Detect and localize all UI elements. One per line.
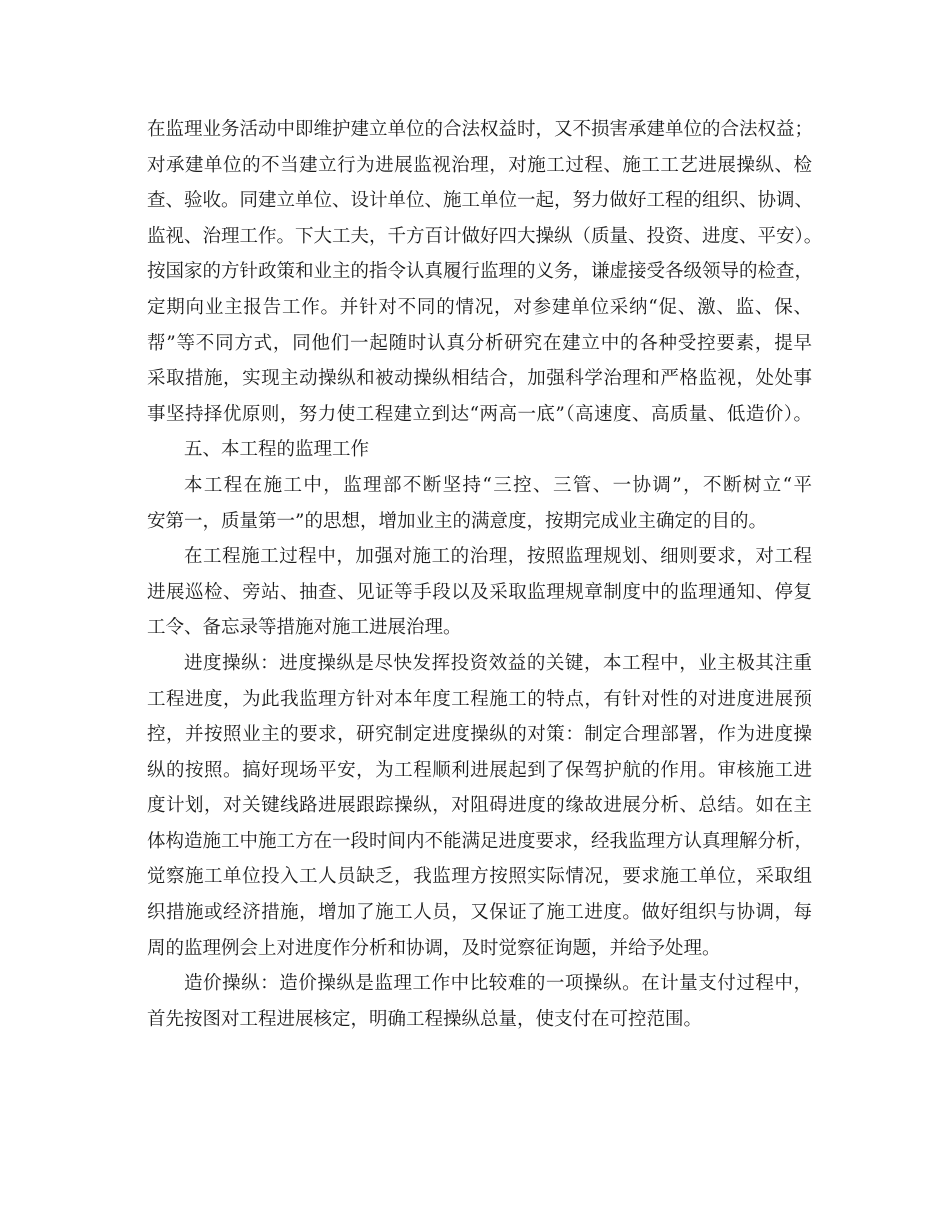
text-line: 控，并按照业主的要求，研究制定进度操纵的对策：制定合理部署，作为进度操 (147, 724, 812, 746)
text-line: 进度操纵：进度操纵是尽快发挥投资效益的关键，本工程中，业主极其注重 (184, 652, 812, 674)
text-line: 织措施或经济措施，增加了施工人员，又保证了施工进度。做好组织与协调，每 (147, 902, 812, 924)
text-line: 度计划，对关键线路进展跟踪操纵，对阻碍进度的缘故进展分析、总结。如在主 (147, 795, 812, 817)
text-line: 安第一，质量第一”的思想，增加业主的满意度，按期完成业主确定的目的。 (147, 510, 767, 532)
text-line: 监视、治理工作。下大工夫，千方百计做好四大操纵（质量、投资、进度、平安）。 (147, 225, 823, 247)
text-line: 本工程在施工中，监理部不断坚持“三控、三管、一协调”，不断树立“平 (184, 474, 812, 496)
body-text (147, 112, 823, 1037)
text-line: 事坚持择优原则，努力使工程建立到达“两高一底”（高速度、高质量、低造价）。 (147, 403, 812, 425)
text-line: 定期向业主报告工作。并针对不同的情况，对参建单位采纳“促、激、监、保、 (147, 296, 812, 318)
text-line: 工令、备忘录等措施对施工进展治理。 (147, 617, 462, 639)
text-line: 在监理业务活动中即维护建立单位的合法权益时，又不损害承建单位的合法权益； (147, 119, 814, 140)
text-line: 觉察施工单位投入工人员缺乏，我监理方按照实际情况，要求施工单位，采取组 (147, 866, 812, 888)
text-line: 在工程施工过程中，加强对施工的治理，按照监理规划、细则要求，对工程 (184, 546, 812, 568)
text-line: 采取措施，实现主动操纵和被动操纵相结合，加强科学治理和严格监视，处处事 (147, 368, 812, 390)
text-line: 首先按图对工程进展核定，明确工程操纵总量，使支付在可控范围。 (147, 1008, 703, 1030)
text-line: 造价操纵：造价操纵是监理工作中比较难的一项操纵。在计量支付过程中， (184, 973, 812, 995)
text-line: 周的监理例会上对进度作分析和协调，及时觉察征询题，并给予处理。 (147, 937, 721, 959)
text-line: 纵的按照。搞好现场平安，为工程顺利进展起到了保驾护航的作用。审核施工进 (147, 759, 812, 781)
text-line: 对承建单位的不当建立行为进展监视治理，对施工过程、施工工艺进展操纵、检 (147, 154, 812, 176)
section-heading: 五、本工程的监理工作 (184, 439, 370, 461)
text-line: 工程进度，为此我监理方针对本年度工程施工的特点，有针对性的对进度进展预 (147, 688, 812, 710)
text-line: 查、验收。同建立单位、设计单位、施工单位一起，努力做好工程的组织、协调、 (147, 190, 814, 212)
text-line: 按国家的方针政策和业主的指令认真履行监理的义务，谦虚接受各级领导的检查， (147, 261, 814, 283)
text-line: 进展巡检、旁站、抽查、见证等手段以及采取监理规章制度中的监理通知、停复 (147, 581, 812, 603)
text-line: 帮”等不同方式，同他们一起随时认真分析研究在建立中的各种受控要素，提早 (147, 332, 812, 354)
text-line: 体构造施工中施工方在一段时间内不能满足进度要求，经我监理方认真理解分析， (147, 830, 814, 852)
